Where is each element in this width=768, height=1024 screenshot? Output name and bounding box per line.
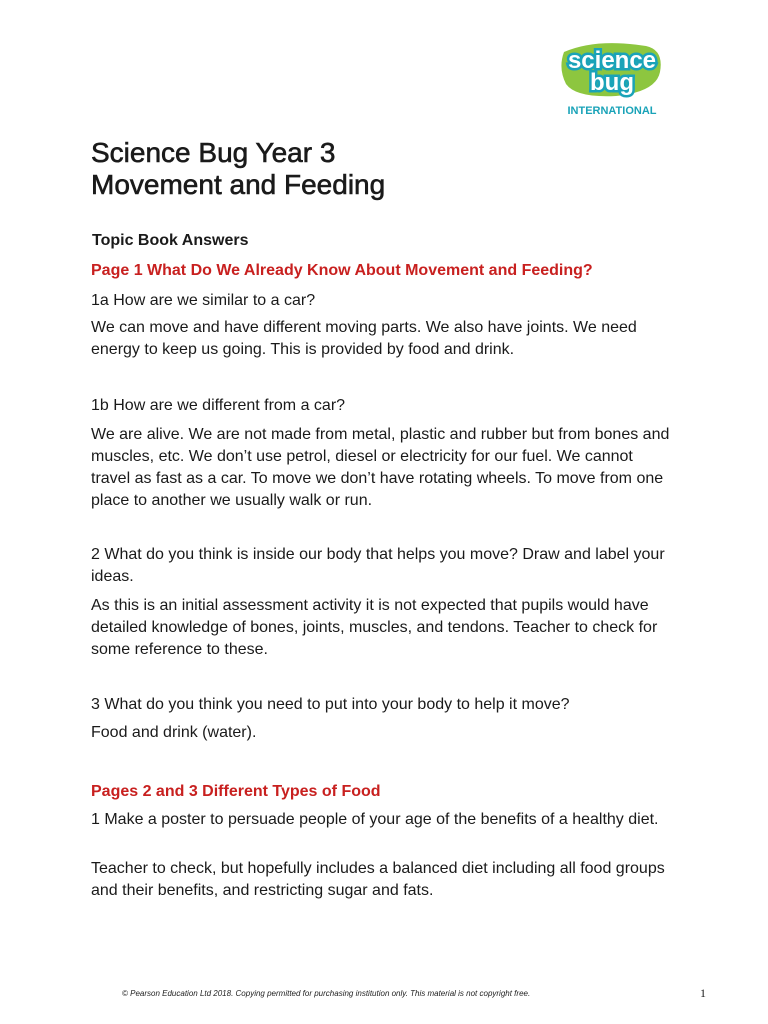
logo-word-science: science xyxy=(567,47,657,74)
section2-heading: Pages 2 and 3 Different Types of Food xyxy=(91,783,381,800)
copyright-footer: © Pearson Education Ltd 2018. Copying permitted for purchasing institution only. This material is not copyright free. xyxy=(122,989,531,998)
section1-heading: Page 1 What Do We Already Know About Movement and Feeding? xyxy=(91,262,593,279)
question-2: 2 What do you think is inside our body that helps you move? Draw and label your ideas. xyxy=(91,546,665,585)
answer-2: As this is an initial assessment activity it is not expected that pupils would have detailed knowledge of bones, joints, muscles, and tendons. Teacher to check for some reference to these. xyxy=(91,597,658,658)
document-title xyxy=(91,137,385,201)
title-line-2: Movement and Feeding xyxy=(91,169,386,200)
topic-book-answers-label: Topic Book Answers xyxy=(92,232,249,249)
answer-1a: We can move and have different moving parts. We also have joints. We need energy to keep us going. This is provided by food and drink. xyxy=(91,319,637,358)
question-1b: 1b How are we different from a car? xyxy=(91,397,346,414)
title-line-1: Science Bug Year 3 xyxy=(91,137,336,168)
section2-answer-1: Teacher to check, but hopefully includes a balanced diet including all food groups and their benefits, and restricting sugar and fats. xyxy=(91,860,665,899)
logo-word-bug: bug xyxy=(590,69,634,96)
page-number: 1 xyxy=(700,986,706,1000)
logo-word-international: INTERNATIONAL xyxy=(567,105,657,117)
science-bug-logo xyxy=(556,40,668,118)
question-3: 3 What do you think you need to put into your body to help it move? xyxy=(91,696,570,713)
answer-1b: We are alive. We are not made from metal, plastic and rubber but from bones and muscles, etc. We don’t use petrol, diesel or electricity for our fuel. We cannot travel as fast as a car. To move we don’t have rotating wheels. To move from one place to another we usually walk or run. xyxy=(91,426,670,509)
question-1a: 1a How are we similar to a car? xyxy=(91,292,316,309)
section2-question-1: 1 Make a poster to persuade people of your age of the benefits of a healthy diet. xyxy=(91,811,659,828)
answer-3: Food and drink (water). xyxy=(91,724,257,741)
